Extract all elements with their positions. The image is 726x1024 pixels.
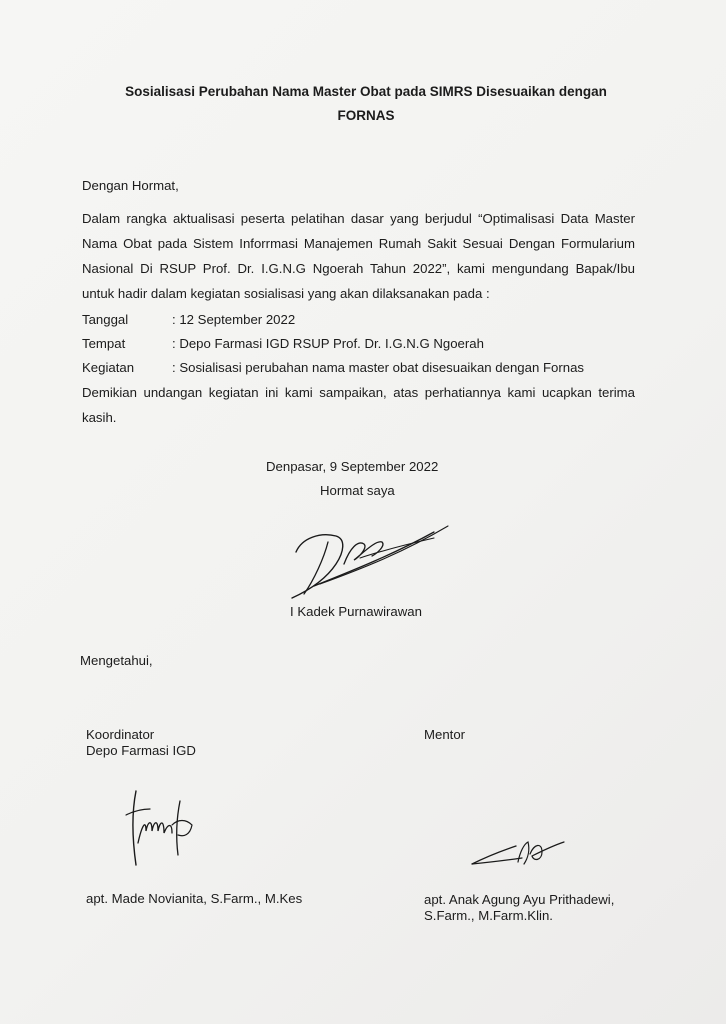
letter-title-line-1: Sosialisasi Perubahan Nama Master Obat pada SIMRS Disesuaikan dengan: [125, 84, 607, 99]
intro-line: Nama Obat pada Sistem Inforrmasi Manajemen Rumah Sakit Sesuai Dengan Formularium: [82, 236, 635, 251]
date-value: : 12 September 2022: [172, 312, 296, 327]
activity-value: : Sosialisasi perubahan nama master obat disesuaikan dengan Fornas: [172, 360, 584, 375]
closing-line: Demikian undangan kegiatan ini kami sampaikan, atas perhatiannya kami ucapkan terima: [82, 385, 635, 400]
place-label: Tempat: [82, 336, 126, 351]
coordinator-name: apt. Made Novianita, S.Farm., M.Kes: [86, 891, 303, 906]
intro-line: Nasional Di RSUP Prof. Dr. I.G.N.G Ngoerah Tahun 2022”, kami mengundang Bapak/Ibu: [82, 261, 635, 276]
mentor-credentials: S.Farm., M.Farm.Klin.: [424, 908, 553, 923]
letter-title-line-2: FORNAS: [337, 108, 395, 123]
date-label: Tanggal: [82, 312, 129, 327]
coordinator-signature: [120, 785, 200, 870]
mentor-signature: [468, 834, 568, 874]
mentor-name: apt. Anak Agung Ayu Prithadewi,: [424, 892, 615, 907]
salutation: Dengan Hormat,: [82, 178, 179, 193]
place-and-date: Denpasar, 9 September 2022: [266, 459, 439, 474]
sender-signature: [284, 518, 454, 603]
mentor-role: Mentor: [424, 727, 466, 742]
coordinator-role: Koordinator: [86, 727, 155, 742]
sender-name: I Kadek Purnawirawan: [290, 604, 422, 619]
place-value: : Depo Farmasi IGD RSUP Prof. Dr. I.G.N.G Ngoerah: [172, 336, 484, 351]
acknowledgement-label: Mengetahui,: [80, 653, 153, 668]
regards: Hormat saya: [320, 483, 395, 498]
closing-line: kasih.: [82, 410, 117, 425]
intro-line: Dalam rangka aktualisasi peserta pelatihan dasar yang berjudul “Optimalisasi Data Master: [82, 211, 635, 226]
coordinator-unit: Depo Farmasi IGD: [86, 743, 196, 758]
intro-line: untuk hadir dalam kegiatan sosialisasi yang akan dilaksanakan pada :: [82, 286, 490, 301]
activity-label: Kegiatan: [82, 360, 135, 375]
